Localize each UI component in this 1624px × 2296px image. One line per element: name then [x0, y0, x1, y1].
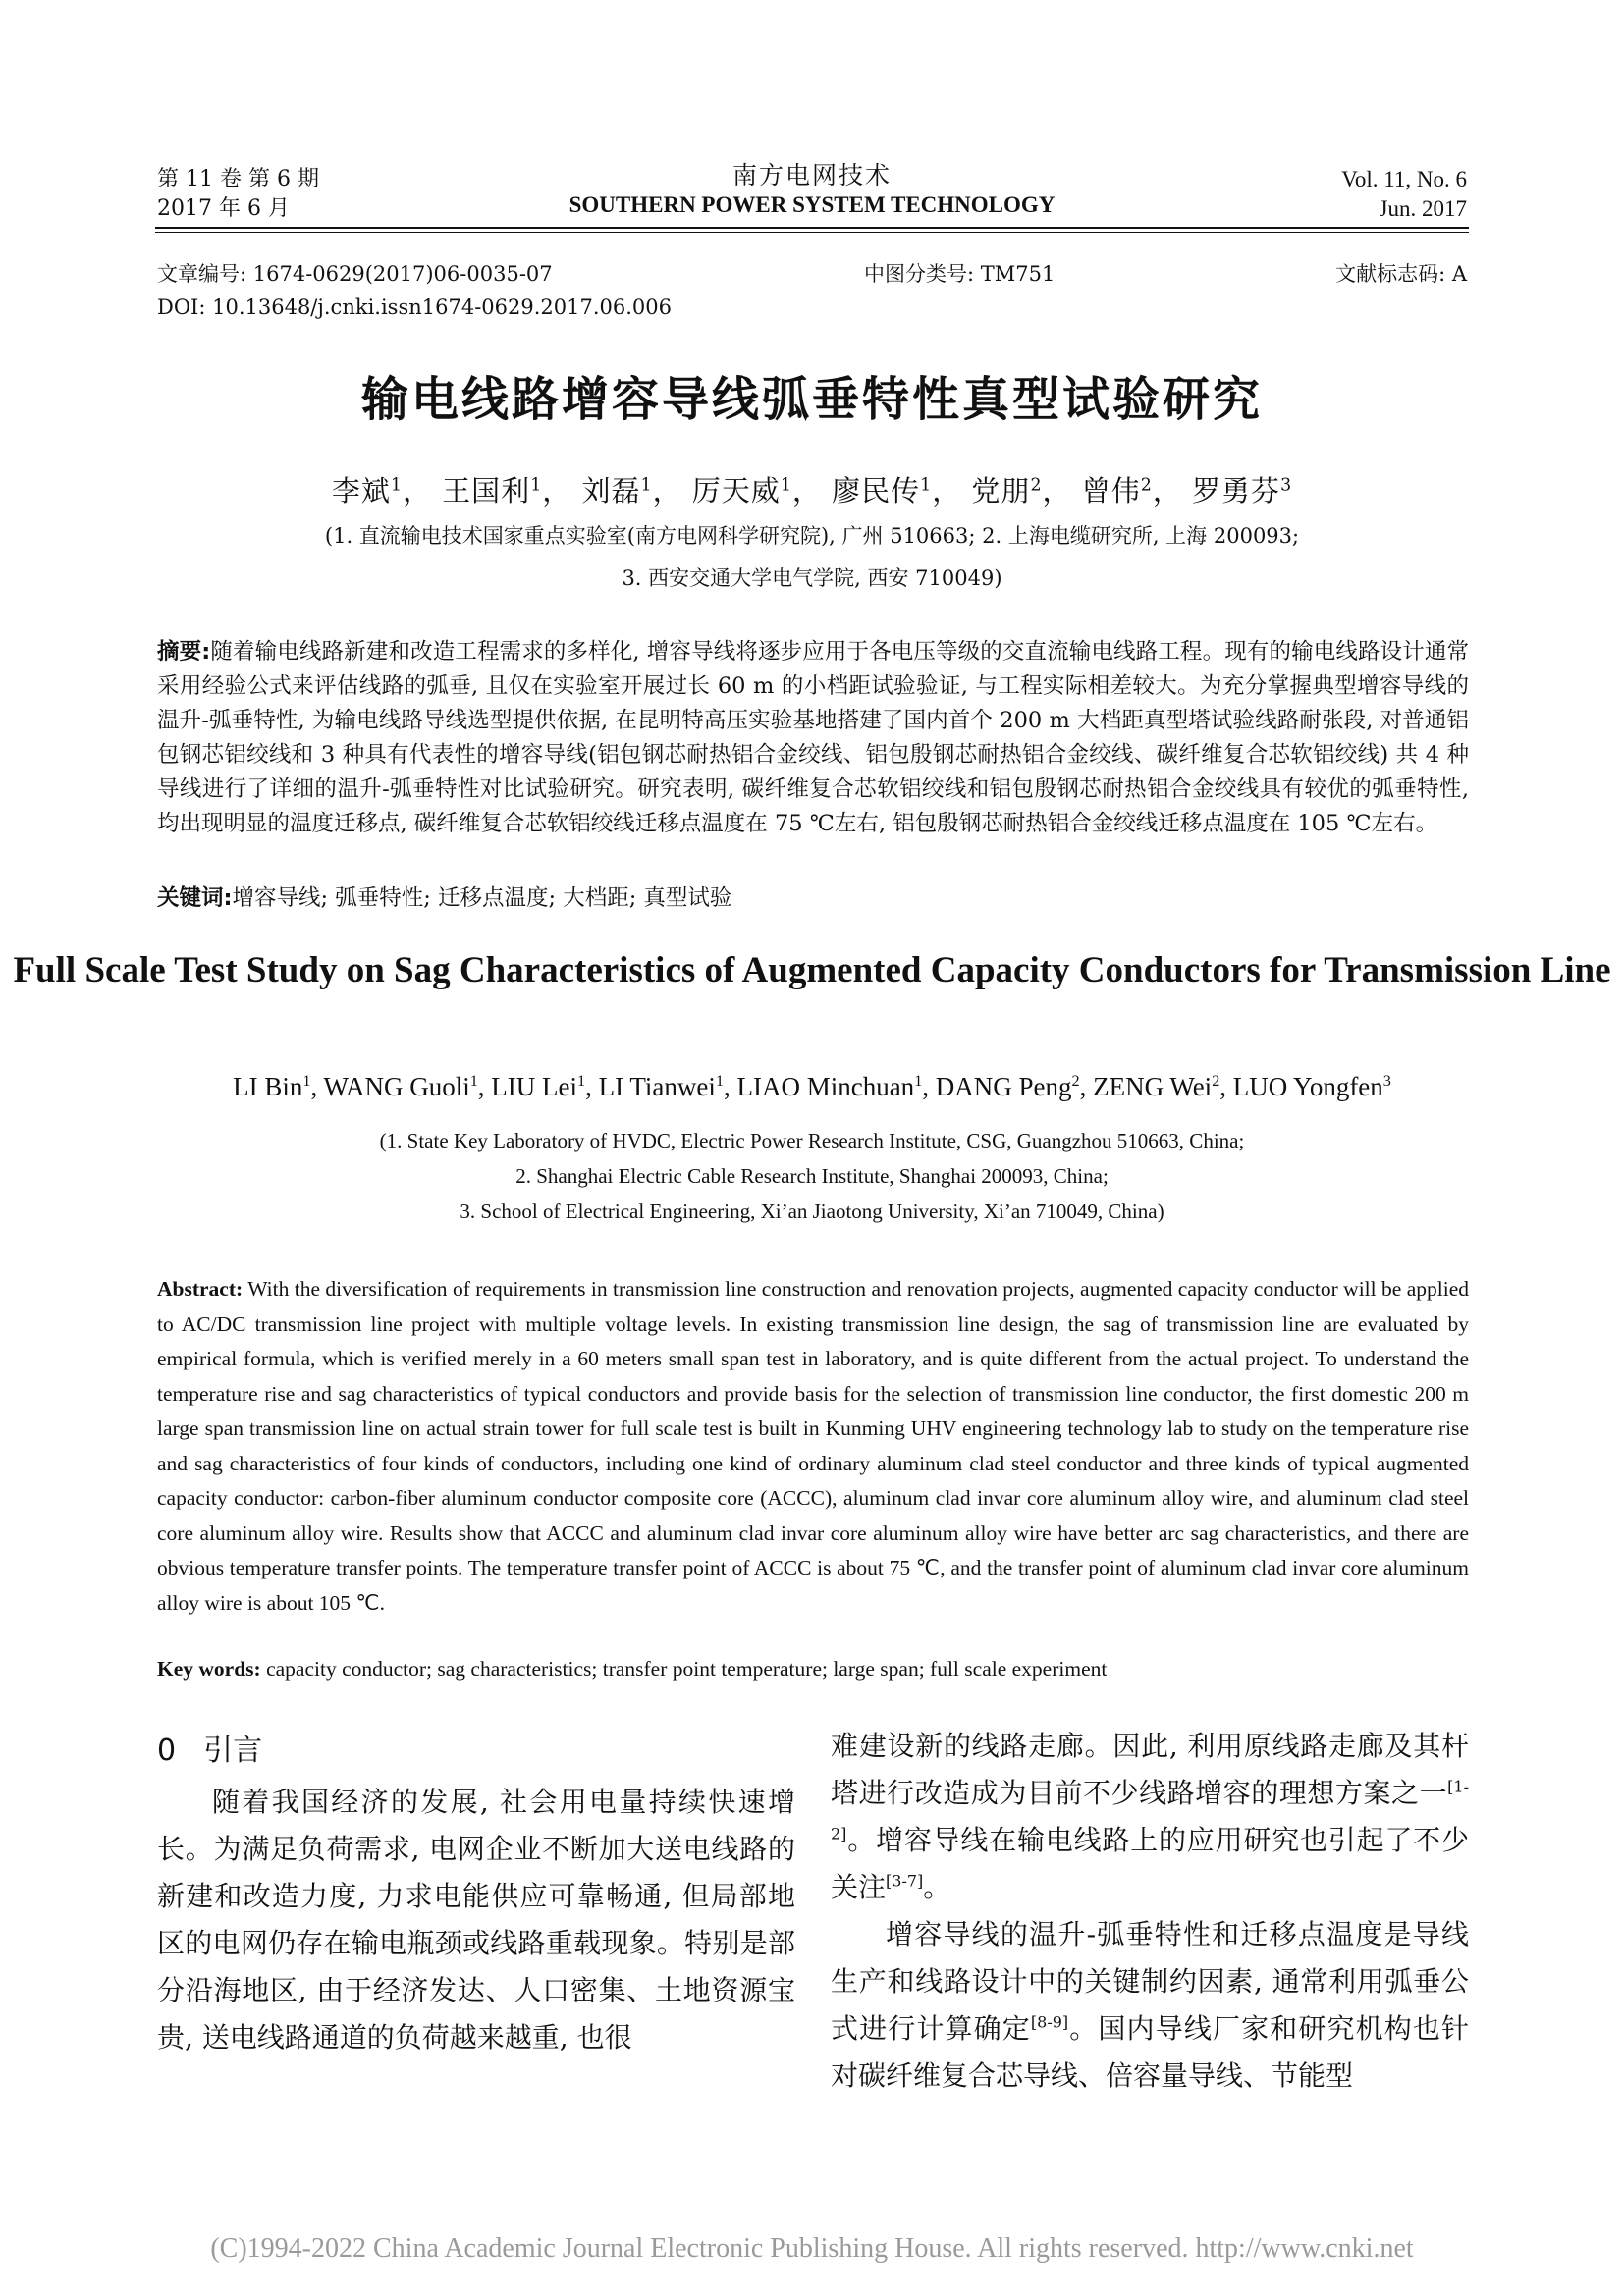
volume-issue-cn: 第 11 卷 第 6 期 [157, 167, 319, 191]
citation: [8-9] [1030, 2012, 1069, 2032]
doi: DOI: 10.13648/j.cnki.issn1674-0629.2017.06.006 [157, 295, 673, 319]
body-column-right [831, 1723, 1469, 2100]
author-cn: 罗勇芬$^3$ [1192, 474, 1293, 507]
journal-volume-en [1341, 165, 1467, 224]
citation: [3-7] [886, 1871, 924, 1891]
author-en: LIU Lei$^1$ [491, 1072, 586, 1101]
header-rule-thin [155, 232, 1469, 233]
author-en: WANG Guoli$^1$ [323, 1072, 478, 1101]
section-heading [157, 1728, 795, 1775]
header-rule [155, 227, 1469, 229]
affiliation-en-line: (1. State Key Laboratory of HVDC, Electric Power Research Institute, CSG, Guangzhou 510663, China; [379, 1129, 1245, 1152]
volume-issue-en: Vol. 11, No. 6 [1341, 167, 1467, 191]
section-number: 0 [157, 1734, 177, 1768]
author-cn: 王国利$^1$ [442, 474, 543, 507]
author-cn: 李斌$^1$ [331, 474, 403, 507]
journal-name-cn: 南方电网技术 [731, 161, 892, 189]
author-en: LI Tianwei$^1$ [598, 1072, 724, 1101]
journal-name-en: SOUTHERN POWER SYSTEM TECHNOLOGY [568, 192, 1056, 217]
body-paragraph: 随着我国经济的发展, 社会用电量持续快速增长。为满足负荷需求, 电网企业不断加大送电线路的新建和改造力度, 力求电能供应可靠畅通, 但局部地区的电网仍存在输电瓶颈或线路重载现象。特别是部分沿海地区, 由于经济发达、人口密集、土地资源宝贵, 送电线路通道的负荷越来越重, 也很 [157, 1786, 795, 2054]
abstract-cn [157, 635, 1469, 841]
copyright-footer: (C)1994-2022 China Academic Journal Electronic Publishing House. All rights reserved. http://www.cnki.net [210, 2233, 1414, 2264]
abstract-en-text: With the diversification of requirements in transmission line construction and renovation projects, augmented capacity conductor will be applied to AC/DC transmission line project with multiple voltage levels. In existing transmission line design, the sag of transmission line are evaluated by empirical formula, which is verified merely in a 60 meters small span test in laboratory, and is quite different from the actual project. To understand the temperature rise and sag characteristics of typical conductors and provide basis for the selection of transmission line conductor, the first domestic 200 m large span transmission line on actual strain tower for full scale test is built in Kunming UHV engineering technology lab to study on the temperature rise and sag characteristics of four kinds of conductors, including one kind of ordinary aluminum clad steel conductor and three kinds of typical augmented capacity conductor: carbon-fiber aluminum conductor composite core (ACCC), aluminum clad invar core aluminum alloy wire, and aluminum clad steel core aluminum alloy wire. Results show that ACCC and aluminum clad invar core aluminum alloy wire have better arc sag characteristics, and there are obvious temperature transfer points. The temperature transfer point of ACCC is about 75 ℃, and the transfer point of aluminum clad invar core aluminum alloy wire is about 105 ℃. [157, 1277, 1469, 1615]
keywords-en [157, 1652, 1469, 1687]
author-en: LI Bin$^1$ [233, 1072, 311, 1101]
keywords-en-label: Key words: [157, 1657, 261, 1681]
document-code: 文献标志码: A [1335, 262, 1467, 286]
author-en: ZENG Wei$^2$ [1093, 1072, 1220, 1101]
body-paragraph: 难建设新的线路走廊。因此, 利用原线路走廊及其杆塔进行改造成为目前不少线路增容的理想方案之一[1-2]。增容导线在输电线路上的应用研究也引起了不少关注[3-7]。 [831, 1730, 1469, 1903]
affiliation-en-line: 3. School of Electrical Engineering, Xi’an Jiaotong University, Xi’an 710049, China) [460, 1200, 1164, 1223]
keywords-cn-text: 增容导线; 弧垂特性; 迁移点温度; 大档距; 真型试验 [232, 885, 732, 911]
abstract-en-label: Abstract: [157, 1277, 244, 1301]
date-cn: 2017 年 6 月 [157, 196, 290, 221]
author-cn: 厉天威$^1$ [691, 474, 792, 507]
author-en: LUO Yongfen$^3$ [1232, 1072, 1391, 1101]
affiliation-cn-line: 3. 西安交通大学电气学院, 西安 710049) [622, 566, 1002, 590]
article-number: 文章编号: 1674-0629(2017)06-0035-07 [157, 262, 553, 286]
author-list-cn: 李斌$^1$， 王国利$^1$， 刘磊$^1$， 厉天威$^1$， 廖民传$^1$， 党朋$^2$， 曾伟$^2$， 罗勇芬$^3$ [331, 474, 1293, 507]
abstract-en [157, 1272, 1469, 1621]
author-cn: 刘磊$^1$ [581, 474, 653, 507]
affiliation-cn-line: (1. 直流输电技术国家重点实验室(南方电网科学研究院), 广州 510663; 2. 上海电缆研究所, 上海 200093; [324, 524, 1300, 548]
affiliation-en-line: 2. Shanghai Electric Cable Research Institute, Shanghai 200093, China; [515, 1164, 1109, 1188]
keywords-en-text: capacity conductor; sag characteristics; transfer point temperature; large span; full scale experiment [266, 1657, 1108, 1681]
author-cn: 曾伟$^2$ [1081, 474, 1153, 507]
clc-number: 中图分类号: TM751 [864, 262, 1056, 286]
abstract-cn-text: 随着输电线路新建和改造工程需求的多样化, 增容导线将逐步应用于各电压等级的交直流输电线路工程。现有的输电线路设计通常采用经验公式来评估线路的弧垂, 且仅在实验室开展过长 60 m 的小档距试验验证, 与工程实际相差较大。为充分掌握典型增容导线的温升-弧垂特性, 为输电线路导线选型提供依据, 在昆明特高压实验基地搭建了国内首个 200 m 大档距真型塔试验线路耐张段, 对普通铝包钢芯铝绞线和 3 种具有代表性的增容导线(铝包钢芯耐热铝合金绞线、铝包殷钢芯耐热铝合金绞线、碳纤维复合芯软铝绞线) 共 4 种导线进行了详细的温升-弧垂特性对比试验研究。研究表明, 碳纤维复合芯软铝绞线和铝包殷钢芯耐热铝合金绞线具有较优的弧垂特性, 均出现明显的温度迁移点, 碳纤维复合芯软铝绞线迁移点温度在 75 ℃左右, 铝包殷钢芯耐热铝合金绞线迁移点温度在 105 ℃左右。 [157, 639, 1469, 836]
body-column-left [157, 1728, 795, 2061]
author-en: LIAO Minchuan$^1$ [736, 1072, 923, 1101]
citation: [1-2] [831, 1777, 1469, 1843]
author-en: DANG Peng$^2$ [935, 1072, 1080, 1101]
author-cn: 党朋$^2$ [971, 474, 1043, 507]
abstract-cn-label: 摘要: [157, 639, 211, 665]
section-title: 引言 [203, 1734, 263, 1768]
keywords-cn [157, 881, 1469, 916]
keywords-cn-label: 关键词: [157, 885, 233, 911]
paper-title-cn: 输电线路增容导线弧垂特性真型试验研究 [360, 372, 1263, 427]
author-cn: 廖民传$^1$ [832, 474, 933, 507]
body-paragraph: 增容导线的温升-弧垂特性和迁移点温度是导线生产和线路设计中的关键制约因素, 通常利用弧垂公式进行计算确定[8-9]。国内导线厂家和研究机构也针对碳纤维复合芯导线、倍容量导线、节能型 [831, 1918, 1469, 2092]
date-en: Jun. 2017 [1379, 196, 1467, 221]
paper-title-en: Full Scale Test Study on Sag Characteristics of Augmented Capacity Conductors for Transmission Line [13, 950, 1611, 990]
author-list-en: LI Bin$^1$, WANG Guoli$^1$, LIU Lei$^1$, LI Tianwei$^1$, LIAO Minchuan$^1$, DANG Peng$^2$, ZENG Wei$^2$, LUO Yongfen$^3$ [233, 1072, 1391, 1101]
